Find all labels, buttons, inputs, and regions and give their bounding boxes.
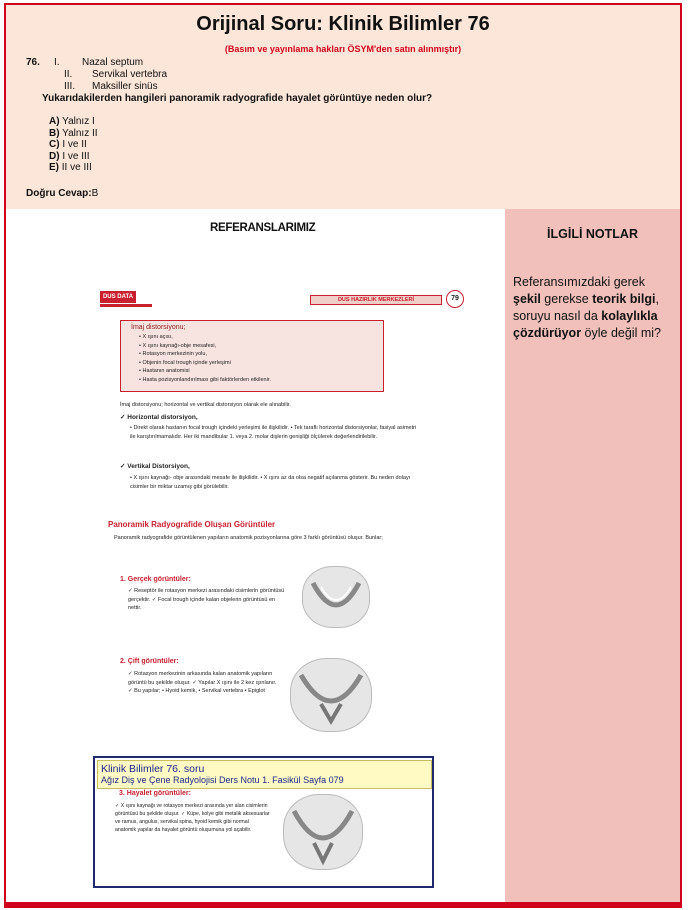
double-images-title: 2. Çift görüntüler:: [120, 658, 179, 665]
copyright-notice: (Basım ve yayınlama hakları ÖSYM'den satın alınmıştır): [224, 44, 462, 54]
page-title: Orijinal Soru: Klinik Bilimler 76: [196, 13, 490, 35]
vertical-text: • X ışını kaynağı- obje arasındaki mesafe ile ilişkilidir. • X ışını az da olsa negatif açılanma gösterir. Bu neden dolayı cisimler bir miktar uzamış gibi görülebilir.: [130, 475, 411, 490]
vertical-title: ✓ Vertikal Distorsiyon,: [120, 463, 190, 470]
ghost-images-title: 3. Hayalet görüntüler:: [119, 790, 191, 797]
horizontal-title: ✓ Horizontal distorsiyon,: [120, 414, 198, 421]
option-d: D) I ve III: [49, 150, 90, 162]
distortion-intro: İmaj distorsiyonu; horizontal ve vertikal distorsiyon olarak ele alınabilir.: [120, 402, 291, 408]
dusdata-logo: DUS DATA: [100, 291, 136, 303]
notes-title: İLGİLİ NOTLAR: [547, 227, 638, 241]
question-item: Nazal septum: [82, 57, 144, 68]
notes-body: Referansımızdaki gerek şekil gerekse teorik bilgi, soruyu nasıl da kolaylıkla çözdürüyor öyle değil mi?: [513, 275, 661, 340]
source-question: Klinik Bilimler 76. soru: [101, 763, 205, 775]
real-images-title: 1. Gerçek görüntüler:: [120, 576, 191, 583]
ghost-images-text: ✓ X ışını kaynağı ve rotasyon merkezi arasında yer alan cisimlerin görüntüsü bu şekilde oluşur. ✓ Küpe, kolye gibi metalik aksesuarlar ve ramus, angulus, servikal spina, hyoid kemik gibi normal anatomik yapılar da hayalet görüntü oluşumuna yol açabilir.: [115, 803, 270, 833]
distortion-title: İmaj distorsiyonu;: [131, 324, 186, 331]
option-c: C) I ve II: [49, 139, 87, 150]
item-roman: III.: [64, 81, 76, 92]
references-title: REFERANSLARIMIZ: [210, 222, 316, 234]
page-frame: [4, 3, 682, 904]
real-images-text: ✓ Reseptör ile rotasyon merkezi arasındaki cisimlerin görüntüsü gerçektir. ✓ Focal trough içinde kalan objelerin görüntüsü en nettir.: [128, 588, 285, 611]
item-roman: I.: [54, 57, 60, 68]
header-banner: DUS HAZIRLIK MERKEZLERİ: [310, 295, 442, 305]
option-b: B) Yalnız II: [49, 127, 98, 139]
horizontal-text: • Direkt olarak hastanın focal trough içindeki yerleşimi ile ilişkilidir. • Tek taraflı horizontal distorsiyonlar, fasiyal asimetri ile karıştırılmamalıdır. Her iki mandibular 1. veya 2. molar dişlerin genişliği ölçülerek değerlendirilebilir.: [130, 425, 417, 440]
source-reference: Ağız Diş ve Çene Radyolojisi Ders Notu 1. Fasikül Sayfa 079: [101, 775, 344, 785]
list-item: • Hastanın anatomisi: [139, 368, 190, 375]
question-number: 76.: [26, 57, 40, 68]
page-number: 79: [446, 290, 464, 308]
list-item: • Rotasyon merkezinin yolu,: [139, 351, 207, 358]
bottom-rule: [4, 904, 682, 908]
list-item: • Objenin focal trough içinde yerleşimi: [139, 359, 231, 366]
question-item: Servikal vertebra: [92, 69, 168, 80]
list-item: • Hasta pozisyonlandırılması gibi faktörlerden etkilenir.: [139, 376, 271, 383]
question-item: Maksiller sinüs: [92, 81, 158, 92]
option-a: A) Yalnız I: [49, 116, 95, 127]
option-e: E) II ve III: [49, 162, 92, 173]
list-item: • X ışını kaynağı-obje mesafesi,: [139, 342, 217, 349]
double-images-text: ✓ Rotasyon merkezinin arkasında kalan anatomik yapıların görüntü bu şekilde oluşur. ✓ Yapılar X ışını ile 2 kez ışınlanır. ✓ Bu yapılar; • Hyoid kemik, • Servikal vertebra • Epiglot: [128, 671, 277, 694]
question-stem: Yukarıdakilerden hangileri panoramik radyografide hayalet görüntüye neden olur?: [42, 93, 433, 104]
item-roman: II.: [64, 69, 73, 80]
panoramic-intro: Panoramik radyografide görüntülenen yapıların anatomik pozisyonlarına göre 3 farklı görüntüsü oluşur. Bunlar;: [114, 535, 383, 541]
correct-answer: Doğru Cevap:B: [26, 188, 99, 199]
list-item: • X ışını açısı,: [139, 334, 173, 340]
panoramic-title: Panoramik Radyografide Oluşan Görüntüler: [108, 520, 276, 529]
